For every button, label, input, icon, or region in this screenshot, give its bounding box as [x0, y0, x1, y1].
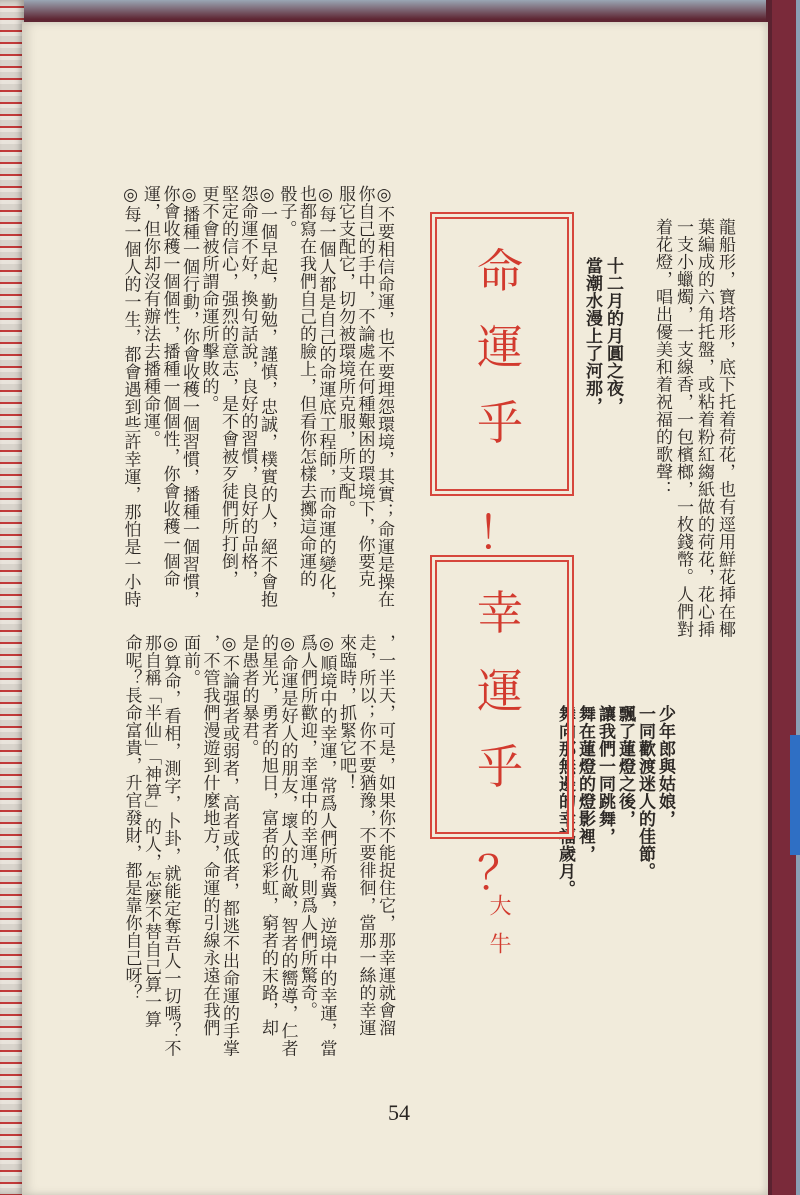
page-number: 54	[388, 1100, 410, 1125]
title-char: 命	[477, 244, 523, 298]
text-column: 那自稱「半仙」「神算」的人，怎麼不替自己算一算	[141, 634, 161, 1028]
text-column: 運，但你却沒有辦法去播種命運。	[140, 185, 160, 448]
text-column: 着花燈，唱出優美和着祝福的歌聲：	[652, 218, 672, 498]
text-column: 骰子。	[276, 185, 297, 238]
bookmark-tab	[790, 735, 800, 855]
author-name: 大牛	[486, 894, 511, 970]
book-page	[22, 22, 768, 1195]
book-cover-right	[766, 0, 800, 1195]
title-char: 乎	[477, 396, 523, 450]
title-char: 運	[477, 664, 523, 718]
title-char: 運	[477, 320, 523, 374]
text-column: 龍船形，寶塔形，底下托着荷花，也有逕用鮮花揷在椰	[715, 218, 735, 638]
text-column: ◎不論强者或弱者，高者或低者，都逃不出命運的手掌	[219, 634, 239, 1057]
book-cover-top	[0, 0, 800, 24]
book-binding	[0, 0, 24, 1195]
text-column: 飄了蓮燈之後，	[615, 705, 635, 828]
text-column: 你會收穫一個個性，播種一個個性，你會收穫一個命	[159, 185, 180, 588]
text-column: 更不會被所謂命運所擊敗的。	[198, 185, 219, 413]
text-column: ◎一個早起，勤勉，謹慎，忠誠，樸實的人，絕不會抱	[257, 185, 277, 608]
text-column: ，不管我們漫遊到什麼地方，命運的引線永遠在我們	[199, 634, 220, 1037]
text-column: 一支小蠟燭，一支線香，一包檳榔，一枚錢幣。人們對	[673, 218, 693, 638]
text-column: 十二月的月圓之夜，	[603, 257, 623, 415]
text-column: ◎播種一個行動，你會收穫一個習慣，播種一個習慣，	[179, 185, 199, 608]
title-char: ！	[477, 506, 523, 560]
text-column: 當潮水漫上了河那，	[582, 257, 602, 415]
text-column: ◎命運是好人的朋友，壞人的仇敵，智者的嚮導，仁者	[277, 634, 298, 1057]
text-column: 少年郎與姑娘，	[655, 705, 675, 828]
text-column: 來臨時，抓緊它吧！	[336, 634, 356, 792]
text-column: ◎順境中的幸運，常爲人們所希冀，逆境中的幸運，當	[316, 634, 337, 1057]
text-column: 是愚者的暴君。	[238, 634, 259, 757]
title-char: 幸	[477, 586, 523, 640]
text-column: 命呢？長命富貴，升官發財，都是靠你自己呀？	[121, 634, 142, 1002]
text-column: 面前。	[180, 634, 200, 687]
text-column: 的星光，勇者的旭日，富者的彩虹，窮者的末路，却	[258, 634, 278, 1037]
text-column: ，一半天，可是，如果你不能捉住它，那幸運就會溜	[375, 634, 395, 1037]
text-column: 服它支配它，切勿被環境所克服，所支配。	[335, 185, 355, 518]
title-char: ？	[477, 846, 523, 900]
text-column: 舞在蓮燈的燈影裡，	[575, 705, 595, 863]
text-column: 也都寫在我們自己的臉上，但看你怎樣去擲這命運的	[296, 185, 316, 588]
text-column: 葉編成的六角托盤，或粘着粉紅縐紙做的荷花，花心揷	[694, 218, 714, 638]
text-column: 一同歡渡迷人的佳節。	[635, 705, 655, 880]
text-column: 怨命運不好，換句話說，良好的習慣，良好的品格，	[237, 185, 258, 588]
text-column: ◎算命，看相，測字，卜卦，就能定奪吾人一切嗎？不	[160, 634, 181, 1057]
text-column: ◎不要相信命運，也不要埋怨環境，其實；命運是操在	[374, 185, 394, 608]
text-column: 爲人們所歡迎，幸運中的幸運，則爲人們所驚奇。	[297, 634, 317, 1019]
text-column: ◎每一個人的一生，都會遇到些許幸運，那怕是一小時	[120, 185, 141, 608]
text-column: 堅定的信心，强烈的意志，是不會被歹徒們所打倒，	[218, 185, 238, 588]
title-char: 乎	[477, 740, 523, 794]
text-column: ◎每一個人都是自己的命運底工程師，而命運的變化，	[315, 185, 336, 608]
text-column: 讓我們一同跳舞，	[595, 705, 615, 845]
text-column: 你自己的手中，不論處在何種艱困的環境下，你要克	[354, 185, 375, 588]
text-column: 舞向那無邊的幸福歲月。	[555, 705, 575, 898]
text-column: 走，所以；你不要猶豫，不要徘徊，當那一絲的幸運	[355, 634, 376, 1037]
